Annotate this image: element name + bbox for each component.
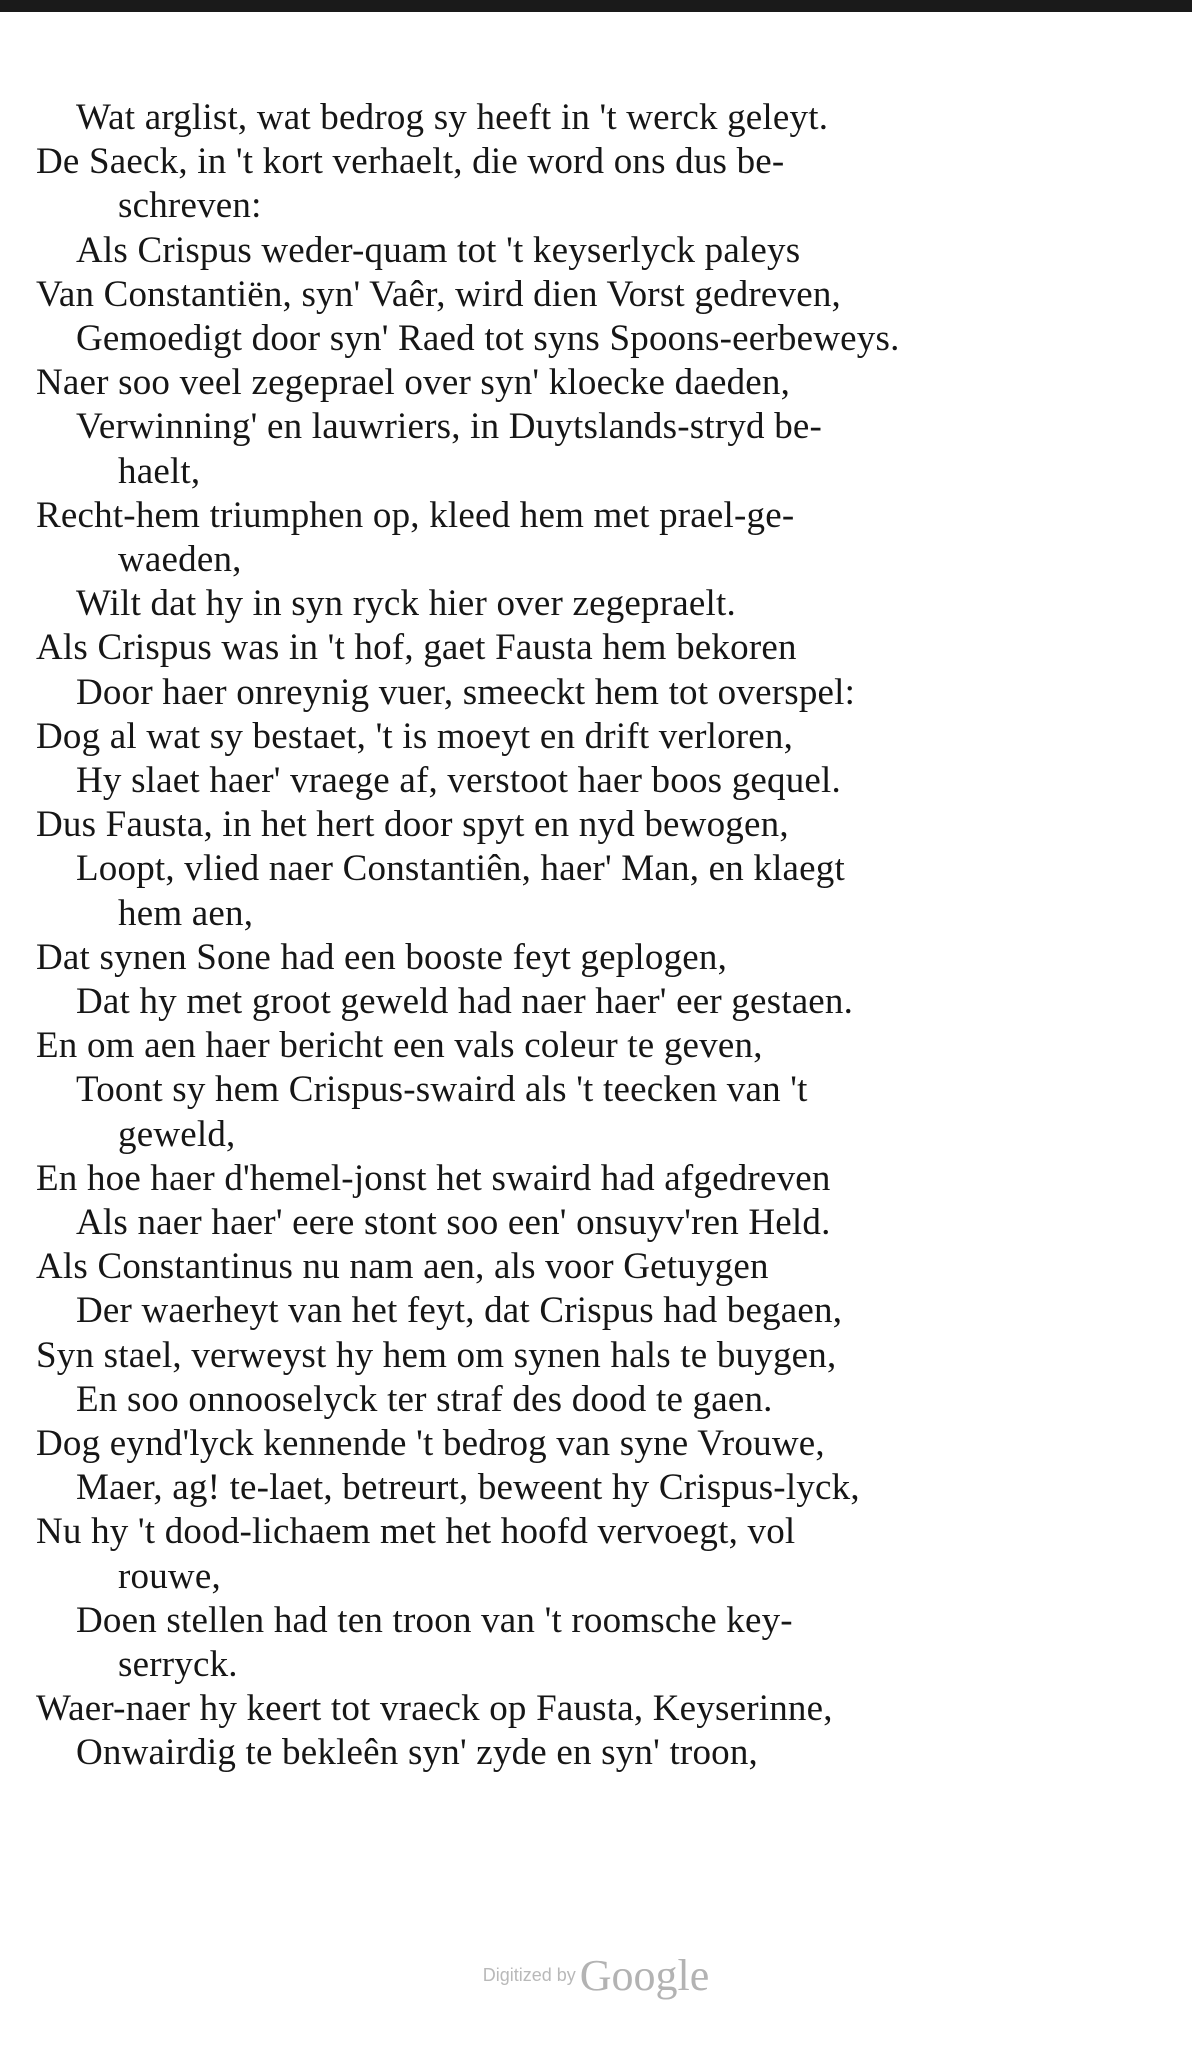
top-page-rule (0, 0, 1192, 12)
poem-line: Dog eynd'lyck kennende 't bedrog van syne Vrouwe, (36, 1423, 825, 1464)
poem-line: Als Crispus was in 't hof, gaet Fausta hem bekoren (36, 627, 797, 668)
poem-line: Als naer haer' eere stont soo een' onsuyv'ren Held. (76, 1202, 831, 1243)
poem-line: Onwairdig te bekleên syn' zyde en syn' troon, (76, 1732, 758, 1773)
poem-line: Dat synen Sone had een booste feyt geplogen, (36, 937, 728, 978)
poem-line: Dat hy met groot geweld had naer haer' eer gestaen. (76, 981, 854, 1022)
poem-line: Waer-naer hy keert tot vraeck op Fausta, Keyserinne, (36, 1688, 833, 1729)
poem-line: geweld, (118, 1114, 236, 1155)
poem-line: rouwe, (118, 1556, 221, 1597)
poem-line: Doen stellen had ten troon van 't roomsche key- (76, 1600, 793, 1641)
poem-line: Gemoedigt door syn' Raed tot syns Spoons-eerbeweys. (76, 318, 900, 359)
digitization-watermark (0, 1950, 1192, 2001)
poem-line: Maer, ag! te-laet, betreurt, beweent hy Crispus-lyck, (76, 1467, 860, 1508)
poem-line: serryck. (118, 1644, 238, 1685)
poem-line: haelt, (118, 451, 201, 492)
poem-line: Recht-hem triumphen op, kleed hem met prael-ge- (36, 495, 795, 536)
poem-text-block (0, 96, 1192, 1816)
poem-line: Verwinning' en lauwriers, in Duytslands-stryd be- (76, 406, 823, 447)
poem-line: Als Constantinus nu nam aen, als voor Getuygen (36, 1246, 769, 1287)
poem-line: Als Crispus weder-quam tot 't keyserlyck paleys (76, 230, 801, 271)
poem-line: Hy slaet haer' vraege af, verstoot haer boos gequel. (76, 760, 841, 801)
watermark-prefix: Digitized by (482, 1965, 576, 1985)
poem-line: Nu hy 't dood-lichaem met het hoofd vervoegt, vol (36, 1511, 796, 1552)
poem-line: Loopt, vlied naer Constantiên, haer' Man, en klaegt (76, 848, 845, 889)
poem-line: Door haer onreynig vuer, smeeckt hem tot overspel: (76, 672, 856, 713)
poem-line: En om aen haer bericht een vals coleur te geven, (36, 1025, 763, 1066)
poem-line: Wilt dat hy in syn ryck hier over zegepraelt. (76, 583, 736, 624)
poem-line: Naer soo veel zegeprael over syn' kloecke daeden, (36, 362, 791, 403)
poem-line: Syn stael, verweyst hy hem om synen hals te buygen, (36, 1335, 837, 1376)
poem-line: Toont sy hem Crispus-swaird als 't teecken van 't (76, 1069, 808, 1110)
poem-line: Dog al wat sy bestaet, 't is moeyt en drift verloren, (36, 716, 794, 757)
poem-line: De Saeck, in 't kort verhaelt, die word ons dus be- (36, 141, 785, 182)
poem-line: waeden, (118, 539, 242, 580)
poem-line: En soo onnooselyck ter straf des dood te gaen. (76, 1379, 773, 1420)
poem-line: En hoe haer d'hemel-jonst het swaird had afgedreven (36, 1158, 831, 1199)
poem-line: Dus Fausta, in het hert door spyt en nyd bewogen, (36, 804, 789, 845)
poem-line: schreven: (118, 185, 262, 226)
poem-line: Der waerheyt van het feyt, dat Crispus had begaen, (76, 1290, 843, 1331)
poem-line: hem aen, (118, 893, 254, 934)
watermark-brand: Google (579, 1951, 710, 2000)
poem-line: Wat arglist, wat bedrog sy heeft in 't werck geleyt. (76, 97, 829, 138)
poem-line: Van Constantiën, syn' Vaêr, wird dien Vorst gedreven, (36, 274, 841, 315)
